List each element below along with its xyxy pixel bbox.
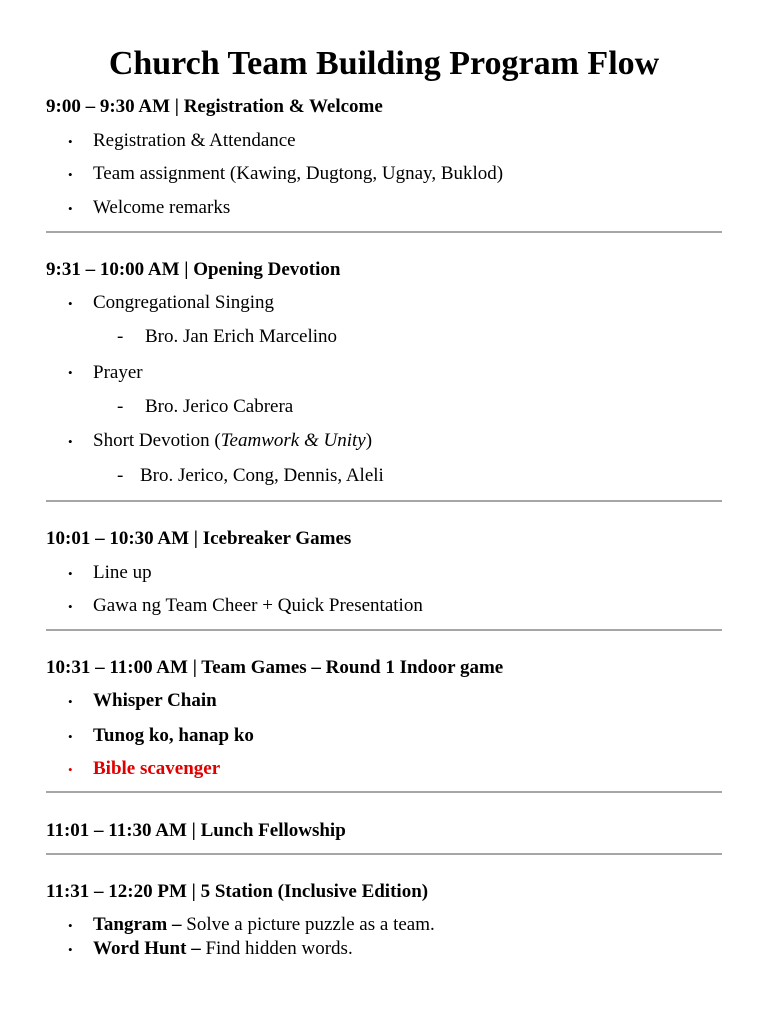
section-heading-devotion: 9:31 – 10:00 AM | Opening Devotion (46, 259, 341, 280)
section-divider (46, 500, 722, 502)
item-desc: Solve a picture puzzle as a team. (181, 914, 435, 935)
list-item (93, 429, 372, 453)
bullet-icon: • (68, 566, 73, 581)
bullet-icon: • (68, 694, 73, 709)
section-heading-lunch: 11:01 – 11:30 AM | Lunch Fellowship (46, 820, 346, 841)
item-label-italic: Teamwork & Unity (220, 430, 366, 451)
bullet-icon: • (68, 599, 73, 614)
item-label-prefix: Short Devotion ( (93, 430, 221, 451)
dash-icon: - (117, 465, 124, 486)
bullet-icon: • (68, 729, 73, 744)
bullet-icon: • (68, 365, 73, 380)
bullet-icon: • (68, 434, 73, 449)
list-item: Line up (93, 562, 152, 583)
item-term: Word Hunt – (93, 938, 201, 959)
list-item-highlight: Bible scavenger (93, 758, 221, 779)
item-desc: Find hidden words. (200, 938, 353, 959)
section-heading-registration: 9:00 – 9:30 AM | Registration & Welcome (46, 96, 383, 117)
list-item: Congregational Singing (93, 292, 275, 313)
section-divider (46, 629, 722, 631)
section-divider (46, 791, 722, 793)
sub-item: Bro. Jerico, Cong, Dennis, Aleli (140, 465, 384, 486)
list-item: Gawa ng Team Cheer + Quick Presentation (93, 595, 423, 616)
section-heading-stations: 11:31 – 12:20 PM | 5 Station (Inclusive Edition) (46, 881, 429, 902)
bullet-icon: • (68, 918, 73, 933)
section-heading-team-games: 10:31 – 11:00 AM | Team Games – Round 1 Indoor game (46, 657, 504, 678)
bullet-icon: • (68, 762, 73, 777)
section-heading-icebreaker: 10:01 – 10:30 AM | Icebreaker Games (46, 528, 352, 549)
bullet-icon: • (68, 942, 73, 957)
item-label-suffix: ) (365, 430, 373, 451)
section-divider (46, 853, 722, 855)
sub-item: Bro. Jerico Cabrera (145, 396, 294, 417)
list-item (93, 913, 435, 937)
list-item (93, 937, 353, 961)
bullet-icon: • (68, 296, 73, 311)
list-item: Whisper Chain (93, 690, 217, 711)
list-item: Registration & Attendance (93, 130, 296, 151)
item-term: Tangram – (93, 914, 182, 935)
sub-item: Bro. Jan Erich Marcelino (145, 326, 338, 347)
page-title: Church Team Building Program Flow (108, 45, 660, 82)
list-item: Team assignment (Kawing, Dugtong, Ugnay, Buklod) (93, 163, 504, 184)
section-divider (46, 231, 722, 233)
dash-icon: - (117, 326, 124, 347)
bullet-icon: • (68, 134, 73, 149)
list-item: Welcome remarks (93, 197, 231, 218)
bullet-icon: • (68, 201, 73, 216)
list-item: Prayer (93, 362, 143, 383)
dash-icon: - (117, 396, 124, 417)
bullet-icon: • (68, 167, 73, 182)
list-item: Tunog ko, hanap ko (93, 725, 254, 746)
